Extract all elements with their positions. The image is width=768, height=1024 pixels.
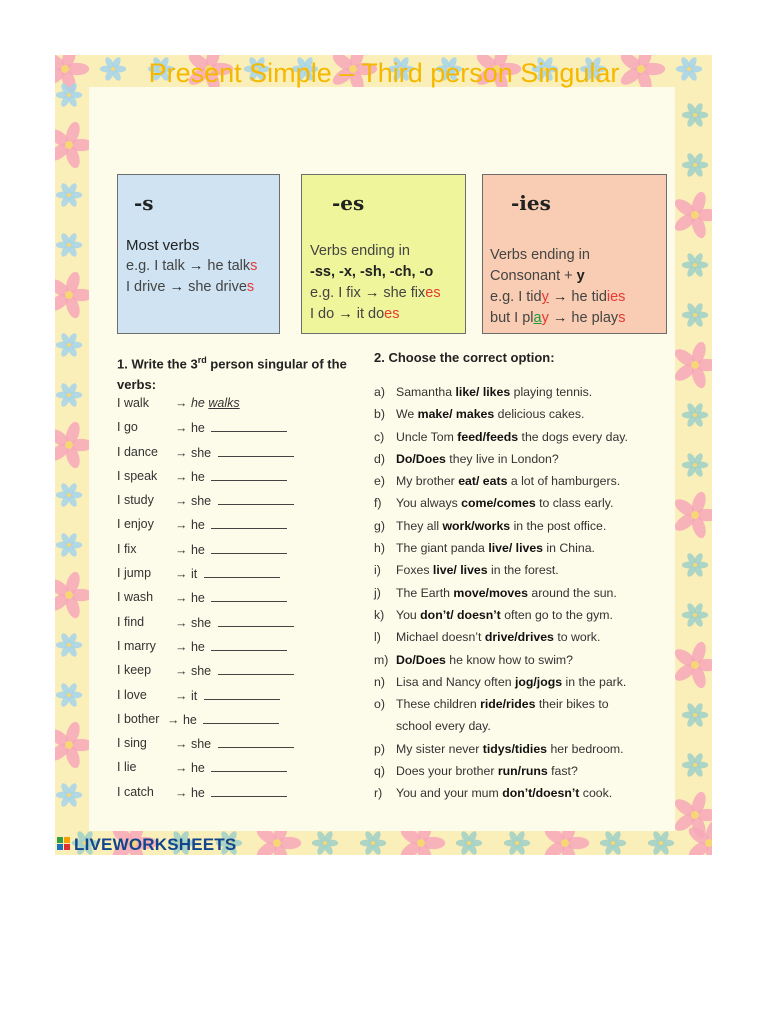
answer-blank[interactable] [211, 469, 287, 481]
choice-option[interactable]: Do/Does [396, 451, 446, 466]
choice-option[interactable]: Do/Does [396, 652, 446, 667]
pronoun-label: she [190, 615, 212, 630]
answer-blank[interactable] [218, 493, 294, 505]
answer-blank[interactable] [218, 736, 294, 748]
sentence-end: the dogs every day. [518, 429, 628, 444]
choice-option[interactable]: feed/feeds [457, 429, 519, 444]
item-letter: d) [374, 451, 385, 466]
arrow-right-icon: → [175, 615, 191, 630]
example-answer: walks [208, 396, 240, 410]
verb-label: I love [117, 687, 147, 702]
choice-option[interactable]: make/ makes [417, 407, 495, 422]
choice-option[interactable]: work/works [442, 518, 511, 533]
sentence-end: in the post office. [510, 518, 607, 533]
sentence-end: he know how to swim? [445, 652, 574, 667]
sentence-start: Uncle Tom [396, 429, 458, 444]
pronoun-label: it [190, 688, 198, 703]
arrow-right-icon: → [175, 469, 191, 484]
item-letter: l) [374, 630, 381, 645]
choice-option[interactable]: jog/jogs [514, 674, 563, 689]
verb-label: I catch [117, 784, 154, 799]
arrow-right-icon: → [364, 285, 380, 301]
answer-blank[interactable] [211, 420, 287, 432]
verb-label: I dance [117, 444, 159, 459]
sentence-start: The Earth [396, 585, 454, 600]
item-letter: o) [374, 697, 385, 712]
sentence-start: My sister never [396, 741, 483, 756]
sentence-start: You and your mum [396, 786, 503, 801]
arrow-right-icon: → [175, 737, 191, 752]
arrow-right-icon: → [167, 712, 183, 727]
exercise-1-heading: 1. Write the 3rd person singular of the verbs: [117, 355, 347, 393]
verb-label: I fix [117, 541, 137, 556]
choice-option[interactable]: like/ likes [455, 385, 511, 399]
answer-blank[interactable] [211, 760, 287, 772]
choice-option[interactable]: live/ lives [432, 563, 488, 578]
verb-label: I speak [117, 468, 158, 483]
pronoun-label: he [182, 712, 197, 727]
sentence-end: cook. [579, 786, 613, 801]
pronoun-label: he [190, 639, 205, 654]
rule-example-2: I do → it does [310, 306, 400, 322]
arrow-right-icon: → [175, 761, 191, 776]
sentence-end: fast? [547, 764, 578, 779]
item-letter: i) [374, 563, 381, 578]
arrow-right-icon: → [175, 396, 191, 410]
verb-label: I enjoy [117, 517, 154, 532]
arrow-right-icon: → [188, 258, 204, 274]
arrow-right-icon: → [175, 518, 191, 533]
rule-example-1: e.g. I talk → he talks [126, 258, 258, 274]
sentence-end: her bedroom. [547, 741, 624, 756]
choice-option[interactable]: tidys/tidies [482, 741, 548, 756]
choice-option[interactable]: ride/rides [480, 697, 536, 712]
verb-label: I marry [117, 638, 156, 653]
choice-option[interactable]: live/ lives [488, 541, 544, 556]
answer-blank[interactable] [204, 688, 280, 700]
arrow-right-icon: → [175, 639, 191, 654]
choice-option[interactable]: drive/drives [484, 630, 554, 645]
arrow-right-icon: → [175, 567, 191, 582]
arrow-right-icon: → [169, 279, 185, 295]
sentence-start: These children [396, 697, 481, 712]
sentence-end: in China. [543, 541, 595, 556]
arrow-right-icon: → [175, 445, 191, 460]
arrow-right-icon: → [175, 664, 191, 679]
item-letter: j) [374, 585, 381, 600]
rule-endings: -ss, -x, -sh, -ch, -o [310, 264, 434, 280]
answer-blank[interactable] [204, 566, 280, 578]
rule-suffix: -ies [511, 191, 551, 215]
answer-blank[interactable] [211, 590, 287, 602]
item-letter: r) [374, 786, 383, 801]
item-letter: g) [374, 518, 385, 533]
answer-blank[interactable] [211, 639, 287, 651]
arrow-right-icon: → [552, 310, 568, 326]
sentence-end: delicious cakes. [494, 407, 585, 422]
arrow-right-icon: → [175, 494, 191, 509]
pronoun-label: he [190, 421, 205, 436]
choice-option[interactable]: don’t/ doesn’t [420, 607, 501, 622]
rule-example-1: e.g. I tidy → he tidies [490, 289, 626, 305]
rule-suffix: -s [134, 191, 154, 215]
verb-label: I wash [117, 590, 154, 605]
item-letter: p) [374, 741, 385, 756]
answer-blank[interactable] [218, 445, 294, 457]
choice-option[interactable]: move/moves [453, 585, 528, 600]
verb-label: I bother [117, 711, 160, 726]
choice-option[interactable]: run/runs [497, 764, 548, 779]
verb-label: I go [117, 420, 138, 435]
pronoun-label: he [190, 469, 205, 484]
sentence-end: around the sun. [527, 585, 617, 600]
answer-blank[interactable] [211, 542, 287, 554]
rule-heading: Most verbs [126, 237, 200, 254]
pronoun-label: he [190, 761, 205, 776]
rule-box-s [117, 174, 280, 334]
answer-blank[interactable] [211, 785, 287, 797]
answer-blank[interactable] [203, 712, 279, 724]
sentence-end: their bikes to [535, 697, 609, 712]
exercise-2-heading: 2. Choose the correct option: [374, 350, 555, 365]
rule-suffix: -es [332, 191, 365, 215]
item-letter: c) [374, 429, 385, 444]
sentence-start: Samantha [396, 385, 456, 399]
item-letter: e) [374, 474, 385, 489]
pronoun-label: she [190, 445, 212, 460]
verb-label: I lie [117, 760, 137, 775]
pronoun-label: he [190, 591, 205, 606]
rule-example-1: e.g. I fix → she fixes [310, 285, 441, 301]
sentence-start: Does your brother [396, 764, 498, 779]
rule-box-es [301, 174, 466, 334]
pronoun-label: she [190, 737, 212, 752]
rule-example-2: I drive → she drives [126, 279, 255, 295]
sentence-end: playing tennis. [510, 385, 593, 399]
sentence-start: We [396, 407, 418, 422]
arrow-right-icon: → [175, 688, 191, 703]
arrow-right-icon: → [175, 591, 191, 606]
verb-label: I jump [117, 566, 152, 581]
sentence-end: they live in London? [445, 451, 559, 466]
item-letter: k) [374, 607, 385, 622]
rule-consonant-y: Consonant + y [490, 268, 585, 284]
pronoun-label: it [190, 567, 198, 582]
choice-option[interactable]: eat/ eats [458, 474, 508, 489]
item-letter: f) [374, 496, 382, 511]
pronoun-label: he [190, 785, 205, 800]
sentence-start: They all [396, 518, 443, 533]
page-title: Present Simple – Third person Singular [148, 58, 620, 88]
logo-icon [57, 837, 71, 851]
sentence-start: Michael doesn’t [396, 630, 485, 645]
verb-label: I sing [117, 736, 147, 751]
pronoun-label: she [190, 664, 212, 679]
answer-blank[interactable] [218, 615, 294, 627]
arrow-right-icon: → [175, 785, 191, 800]
verb-label: I find [117, 614, 145, 629]
item-letter: m) [374, 652, 389, 667]
answer-blank[interactable] [211, 517, 287, 529]
item-letter: n) [374, 674, 385, 689]
liveworksheets-logo: LIVEWORKSHEETS [57, 835, 236, 855]
item-letter: h) [374, 541, 385, 556]
pronoun-label: he [190, 518, 205, 533]
sentence-end: in the park. [562, 674, 627, 689]
arrow-right-icon: → [338, 306, 353, 322]
sentence-start: The giant panda [396, 541, 489, 556]
sentence-start: Foxes [396, 563, 433, 578]
item-letter: a) [374, 385, 385, 399]
verb-label: I keep [117, 663, 152, 678]
pronoun-label: she [190, 494, 212, 509]
rule-example-2: but I play → he plays [490, 310, 626, 326]
item-letter: q) [374, 764, 385, 779]
rule-box-ies [482, 174, 667, 334]
rule-heading: Verbs ending in [310, 243, 410, 259]
choice-option[interactable]: come/comes [461, 496, 536, 511]
sentence-end: to work. [553, 630, 601, 645]
sentence-end: to class early. [535, 496, 614, 511]
verb-label: I study [117, 493, 154, 508]
rule-heading: Verbs ending in [490, 247, 590, 263]
sentence-start: Lisa and Nancy often [396, 674, 515, 689]
sentence-end: in the forest. [487, 563, 559, 578]
sentence-start: You [396, 607, 421, 622]
sentence-start: You always [396, 496, 462, 511]
pronoun-label: he [190, 396, 205, 410]
sentence-end: a lot of hamburgers. [507, 474, 621, 489]
arrow-right-icon: → [175, 542, 191, 557]
verb-label: I walk [117, 396, 149, 410]
answer-blank[interactable] [218, 663, 294, 675]
choice-option[interactable]: don’t/doesn’t [502, 786, 580, 801]
item-letter: b) [374, 407, 385, 422]
pronoun-label: he [190, 542, 205, 557]
sentence-start: school every day. [396, 719, 491, 734]
sentence-end: often go to the gym. [500, 607, 613, 622]
arrow-right-icon: → [552, 289, 568, 305]
arrow-right-icon: → [175, 421, 191, 436]
sentence-start: My brother [396, 474, 459, 489]
